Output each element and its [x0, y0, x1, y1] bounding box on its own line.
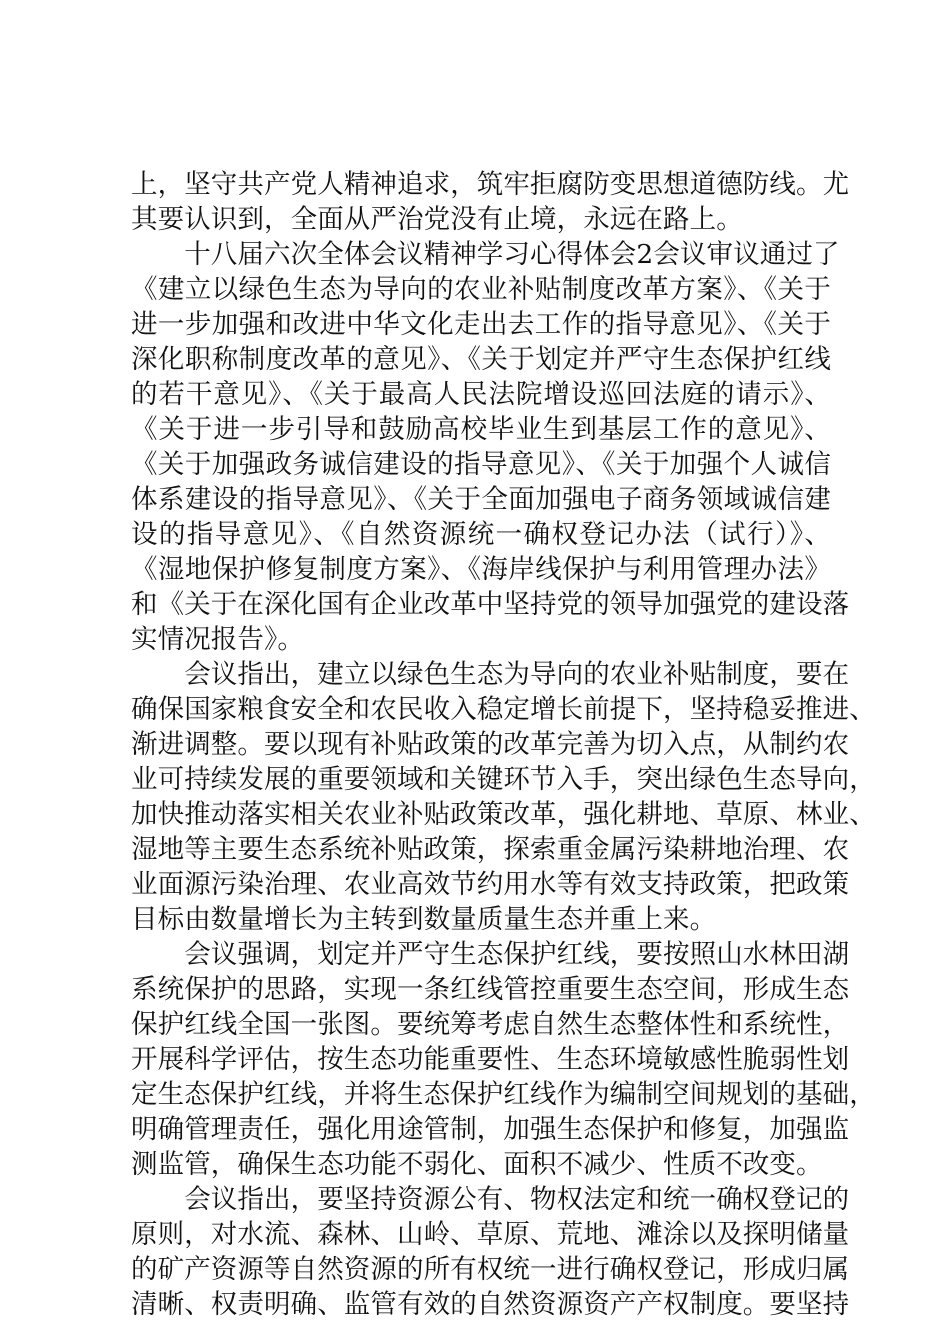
text-line: 保护红线全国一张图。要统筹考虑自然生态整体性和系统性，: [131, 1009, 850, 1040]
text-line: 系统保护的思路，实现一条红线管控重要生态空间，形成生态: [131, 974, 850, 1005]
text-line: 会议指出，要坚持资源公有、物权法定和统一确权登记的: [131, 1184, 850, 1215]
text-line: 十八届六次全体会议精神学习心得体会2会议审议通过了: [131, 239, 840, 270]
text-line: 业面源污染治理、农业高效节约用水等有效支持政策，把政策: [131, 869, 850, 900]
text-line: 上，坚守共产党人精神追求，筑牢拒腐防变思想道德防线。尤: [131, 169, 850, 200]
text-line: 开展科学评估，按生态功能重要性、生态环境敏感性脆弱性划: [131, 1044, 850, 1075]
text-line: 《建立以绿色生态为导向的农业补贴制度改革方案》、《关于: [131, 274, 831, 305]
text-line: 清晰、权责明确、监管有效的自然资源资产产权制度。要坚持: [131, 1289, 850, 1320]
text-line: 和《关于在深化国有企业改革中坚持党的领导加强党的建设落: [131, 589, 850, 620]
text-line: 会议强调，划定并严守生态保护红线，要按照山水林田湖: [131, 939, 850, 970]
text-line: 湿地等主要生态系统补贴政策，探索重金属污染耕地治理、农: [131, 834, 850, 865]
text-line: 加快推动落实相关农业补贴政策改革，强化耕地、草原、林业、: [131, 799, 876, 830]
text-line: 定生态保护红线，并将生态保护红线作为编制空间规划的基础，: [131, 1079, 876, 1110]
text-line: 实情况报告》。: [131, 624, 304, 655]
text-line: 目标由数量增长为主转到数量质量生态并重上来。: [131, 904, 717, 935]
text-line: 渐进调整。要以现有补贴政策的改革完善为切入点，从制约农: [131, 729, 850, 760]
text-line: 设的指导意见》、《自然资源统一确权登记办法（试行）》、: [131, 519, 831, 550]
text-line: 测监管，确保生态功能不弱化、面积不减少、性质不改变。: [131, 1149, 823, 1180]
text-line: 的若干意见》、《关于最高人民法院增设巡回法庭的请示》、: [131, 379, 831, 410]
text-line: 明确管理责任，强化用途管制，加强生态保护和修复，加强监: [131, 1114, 850, 1145]
text-line: 其要认识到，全面从严治党没有止境，永远在路上。: [131, 204, 743, 235]
text-line: 业可持续发展的重要领域和关键环节入手，突出绿色生态导向，: [131, 764, 876, 795]
text-line: 体系建设的指导意见》、《关于全面加强电子商务领域诚信建: [131, 484, 831, 515]
text-line: 原则，对水流、森林、山岭、草原、荒地、滩涂以及探明储量: [131, 1219, 850, 1250]
text-line: 进一步加强和改进中华文化走出去工作的指导意见》、《关于: [131, 309, 831, 340]
text-line: 《湿地保护修复制度方案》、《海岸线保护与利用管理办法》: [131, 554, 831, 585]
text-line: 《关于加强政务诚信建设的指导意见》、《关于加强个人诚信: [131, 449, 831, 480]
text-line: 深化职称制度改革的意见》、《关于划定并严守生态保护红线: [131, 344, 831, 375]
text-line: 确保国家粮食安全和农民收入稳定增长前提下，坚持稳妥推进、: [131, 694, 876, 725]
text-line: 会议指出，建立以绿色生态为导向的农业补贴制度，要在: [131, 659, 850, 690]
text-line: 的矿产资源等自然资源的所有权统一进行确权登记，形成归属: [131, 1254, 850, 1285]
text-line: 《关于进一步引导和鼓励高校毕业生到基层工作的意见》、: [131, 414, 831, 445]
